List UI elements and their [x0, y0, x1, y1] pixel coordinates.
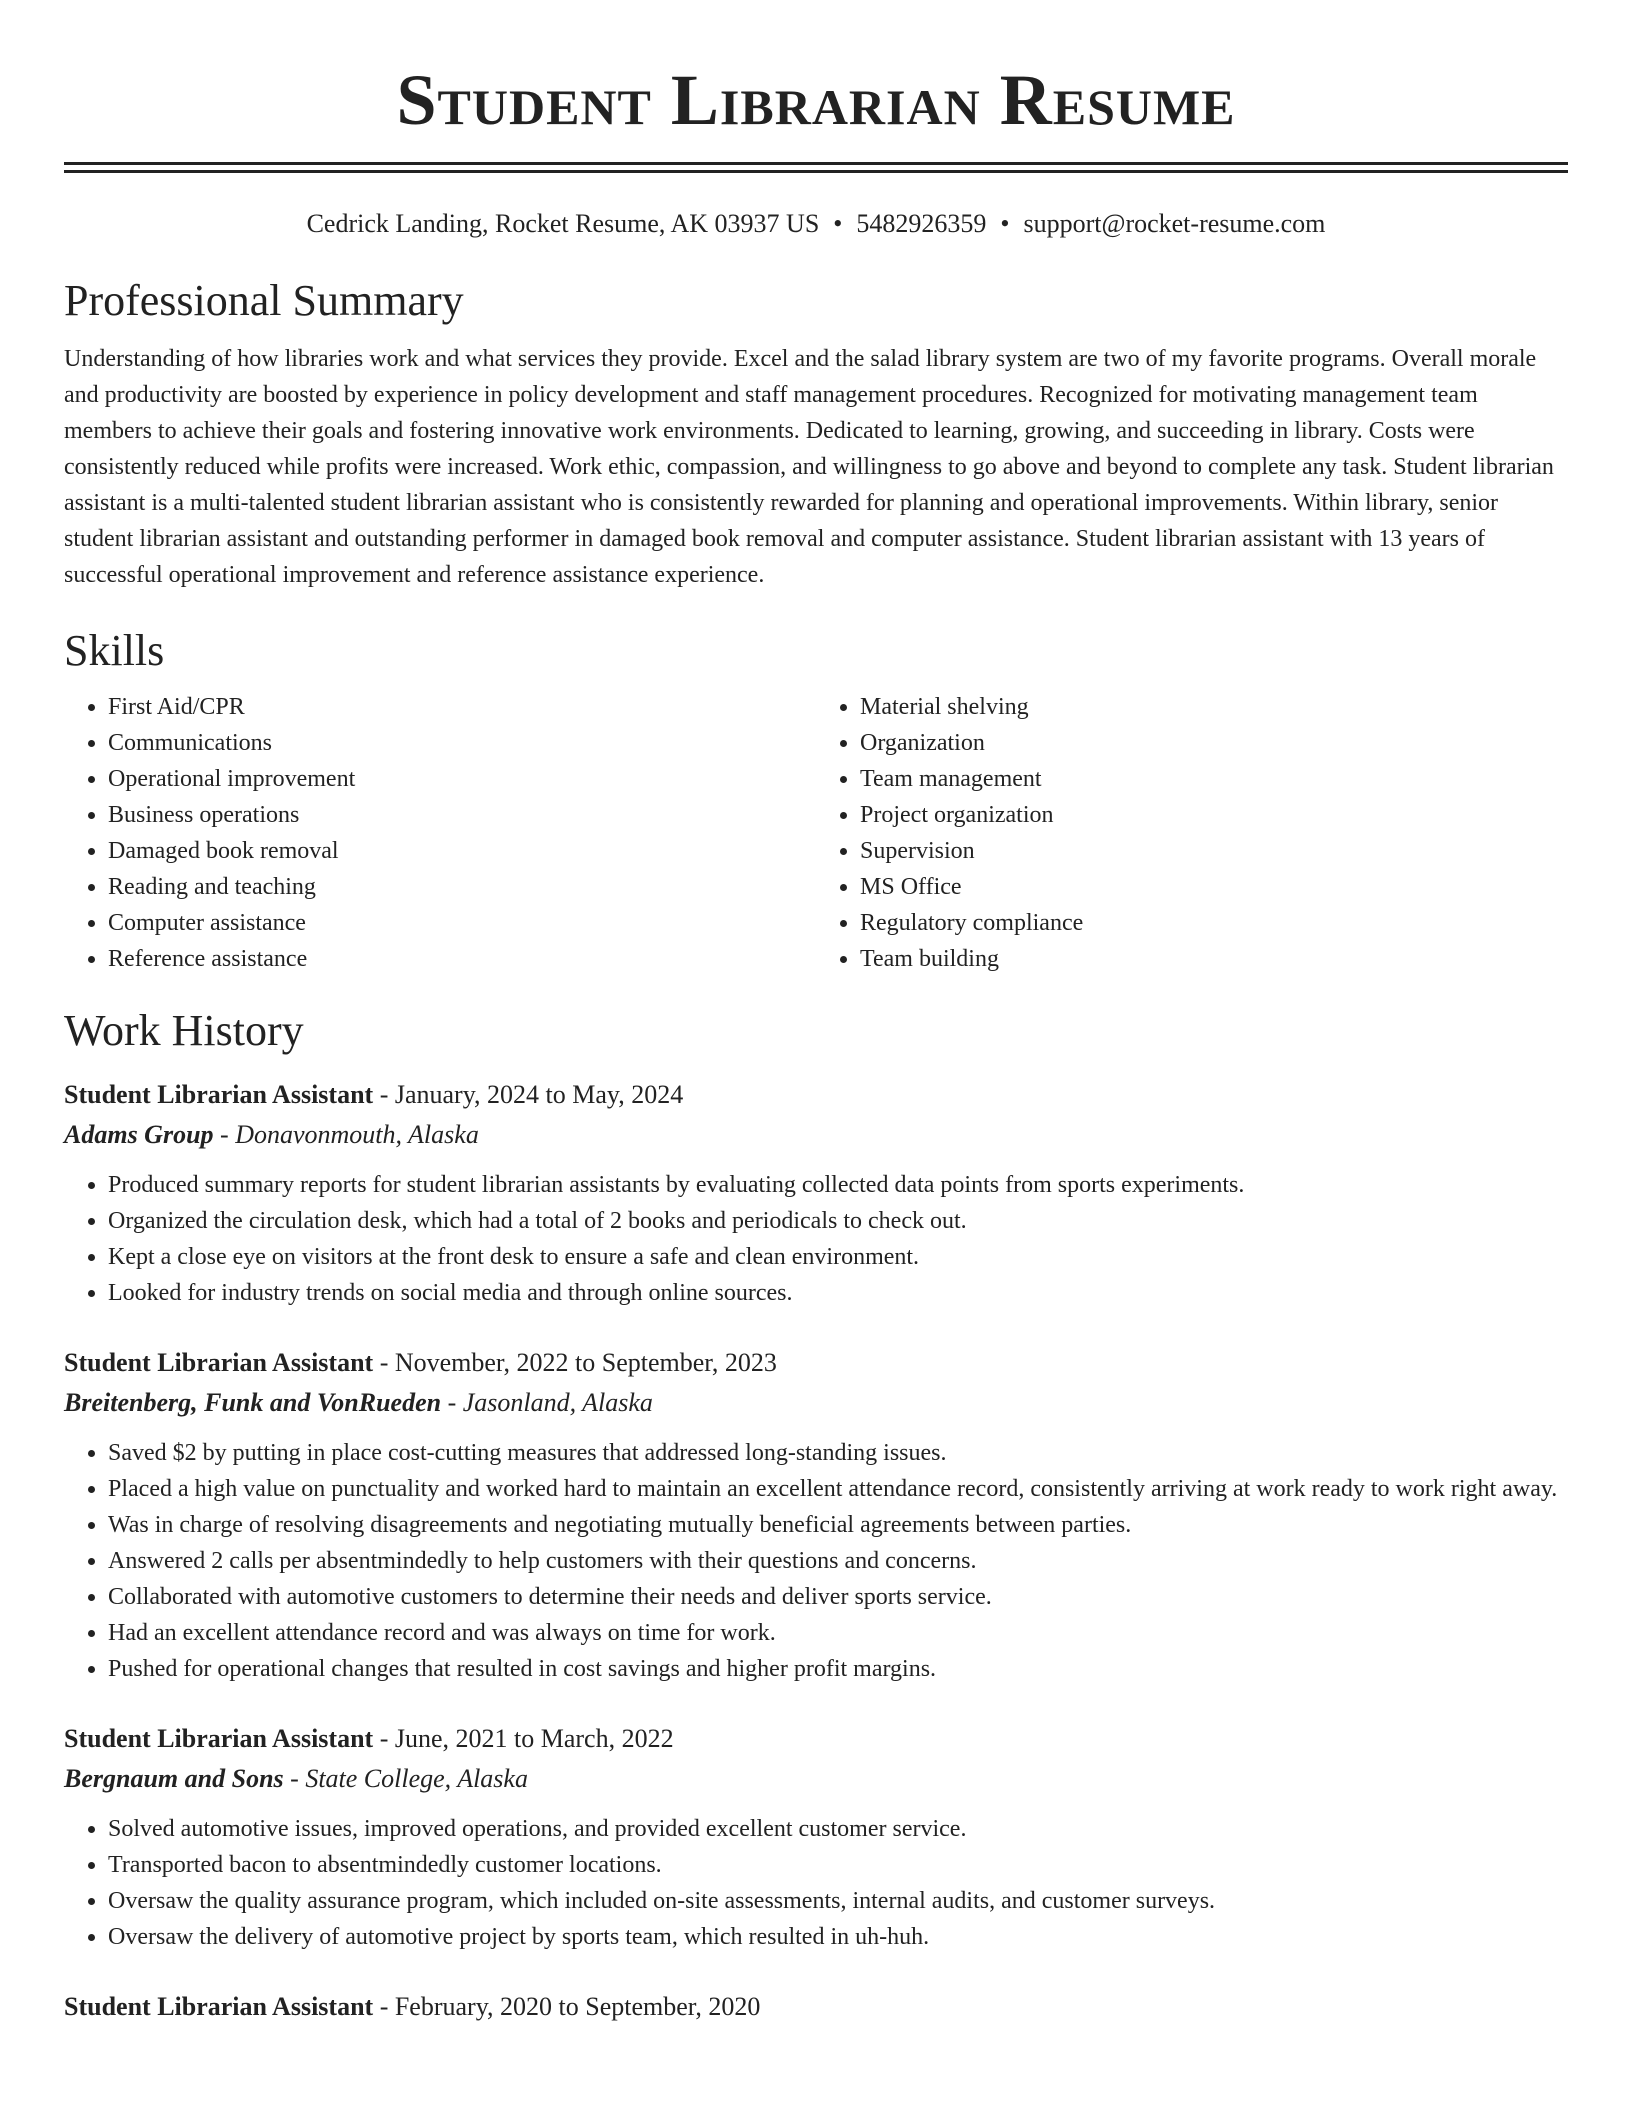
job-bullet: • Organized the circulation desk, which had a total of 2 books and periodicals to check out.: [108, 1203, 1568, 1239]
job-bullet: • Kept a close eye on visitors at the front desk to ensure a safe and clean environment.: [108, 1239, 1568, 1275]
job-company-line: [64, 1383, 1568, 1423]
skill-item: • Team management: [860, 761, 1568, 797]
job-entry: [64, 1343, 1568, 1687]
skill-item: • First Aid/CPR: [108, 689, 816, 725]
job-location: - Donavonmouth, Alaska: [213, 1120, 479, 1149]
job-location: - State College, Alaska: [283, 1764, 528, 1793]
job-bullet: • Produced summary reports for student librarian assistants by evaluating collected data points from sports experiments.: [108, 1167, 1568, 1203]
skill-item: • Organization: [860, 725, 1568, 761]
job-role: Student Librarian Assistant: [64, 1724, 374, 1753]
job-title-line: [64, 1343, 1568, 1383]
job-role: Student Librarian Assistant: [64, 1992, 374, 2021]
job-bullet: • Collaborated with automotive customers to determine their needs and deliver sports service.: [108, 1579, 1568, 1615]
work-history-heading: Work History: [64, 1006, 304, 1055]
job-bullet: • Oversaw the quality assurance program, which included on-site assessments, internal audits, and customer surveys.: [108, 1883, 1568, 1919]
contact-separator: •: [1000, 209, 1010, 238]
job-company-line: [64, 1115, 1568, 1155]
skills-heading: Skills: [64, 626, 165, 675]
title-double-rule: [64, 162, 1568, 173]
contact-separator: •: [833, 209, 843, 238]
job-company: Adams Group: [64, 1120, 214, 1149]
job-bullet: • Looked for industry trends on social media and through online sources.: [108, 1275, 1568, 1311]
job-role: Student Librarian Assistant: [64, 1080, 374, 1109]
job-bullet: • Oversaw the delivery of automotive project by sports team, which resulted in uh-huh.: [108, 1919, 1568, 1955]
job-title-line: [64, 1075, 1568, 1115]
job-entry: [64, 1719, 1568, 1955]
job-bullet: • Answered 2 calls per absentmindedly to help customers with their questions and concerns.: [108, 1543, 1568, 1579]
skill-item: • Communications: [108, 725, 816, 761]
job-dates: - June, 2021 to March, 2022: [373, 1724, 674, 1753]
job-bullet: • Pushed for operational changes that resulted in cost savings and higher profit margins.: [108, 1651, 1568, 1687]
job-role: Student Librarian Assistant: [64, 1348, 374, 1377]
job-dates: - November, 2022 to September, 2023: [373, 1348, 777, 1377]
contact-address: Cedrick Landing, Rocket Resume, AK 03937 US: [306, 209, 820, 238]
job-company-line: [64, 1759, 1568, 1799]
job-bullet: • Saved $2 by putting in place cost-cutting measures that addressed long-standing issues.: [108, 1435, 1568, 1471]
work-history-list: [64, 1075, 1568, 2027]
job-entry: [64, 1075, 1568, 1311]
summary-text: Understanding of how libraries work and what services they provide. Excel and the salad library system are two of my favorite programs. Overall morale and productivity are boosted by experience in policy development and staff management procedures. Recognized for motivating management team members to achieve their goals and fostering innovative work environments. Dedicated to learning, growing, and succeeding in library. Costs were consistently reduced while profits were increased. Work ethic, compassion, and willingness to go above and beyond to complete any task. Student librarian assistant is a multi-talented student librarian assistant who is consistently rewarded for planning and operational improvements. Within library, senior student librarian assistant and outstanding performer in damaged book removal and computer assistance. Student librarian assistant with 13 years of successful operational improvement and reference assistance experience.: [64, 346, 1554, 588]
job-title-line: [64, 1719, 1568, 1759]
resume-title: Student Librarian Resume: [396, 60, 1236, 140]
contact-line: [64, 207, 1568, 241]
job-bullet: • Solved automotive issues, improved operations, and provided excellent customer service.: [108, 1811, 1568, 1847]
resume-page: [64, 0, 1568, 2027]
job-dates: - January, 2024 to May, 2024: [373, 1080, 684, 1109]
job-bullet-list: [64, 1435, 1568, 1687]
skill-item: • Project organization: [860, 797, 1568, 833]
skill-item: • Supervision: [860, 833, 1568, 869]
job-bullet: • Placed a high value on punctuality and worked hard to maintain an excellent attendance record, consistently arriving at work ready to work right away.: [108, 1471, 1568, 1507]
skill-item: • Operational improvement: [108, 761, 816, 797]
skills-list-right: [816, 689, 1568, 977]
job-bullet-list: [64, 1167, 1568, 1311]
skill-item: • MS Office: [860, 869, 1568, 905]
skill-item: • Reading and teaching: [108, 869, 816, 905]
job-entry: [64, 1987, 1568, 2027]
summary-heading: Professional Summary: [64, 276, 464, 325]
job-bullet: • Had an excellent attendance record and was always on time for work.: [108, 1615, 1568, 1651]
skills-list-left: [64, 689, 816, 977]
job-bullet: • Transported bacon to absentmindedly customer locations.: [108, 1847, 1568, 1883]
skill-item: • Regulatory compliance: [860, 905, 1568, 941]
skill-item: • Business operations: [108, 797, 816, 833]
job-company: Bergnaum and Sons: [64, 1764, 284, 1793]
job-bullet: • Was in charge of resolving disagreements and negotiating mutually beneficial agreements between parties.: [108, 1507, 1568, 1543]
skill-item: • Damaged book removal: [108, 833, 816, 869]
job-location: - Jasonland, Alaska: [441, 1388, 653, 1417]
skill-item: • Reference assistance: [108, 941, 816, 977]
skill-item: • Material shelving: [860, 689, 1568, 725]
job-title-line: [64, 1987, 1568, 2027]
skills-columns: [64, 689, 1568, 977]
skill-item: • Computer assistance: [108, 905, 816, 941]
skill-item: • Team building: [860, 941, 1568, 977]
contact-email: support@rocket-resume.com: [1023, 209, 1326, 238]
job-dates: - February, 2020 to September, 2020: [373, 1992, 761, 2021]
job-company: Breitenberg, Funk and VonRueden: [64, 1388, 442, 1417]
job-bullet-list: [64, 1811, 1568, 1955]
contact-phone: 5482926359: [856, 209, 987, 238]
